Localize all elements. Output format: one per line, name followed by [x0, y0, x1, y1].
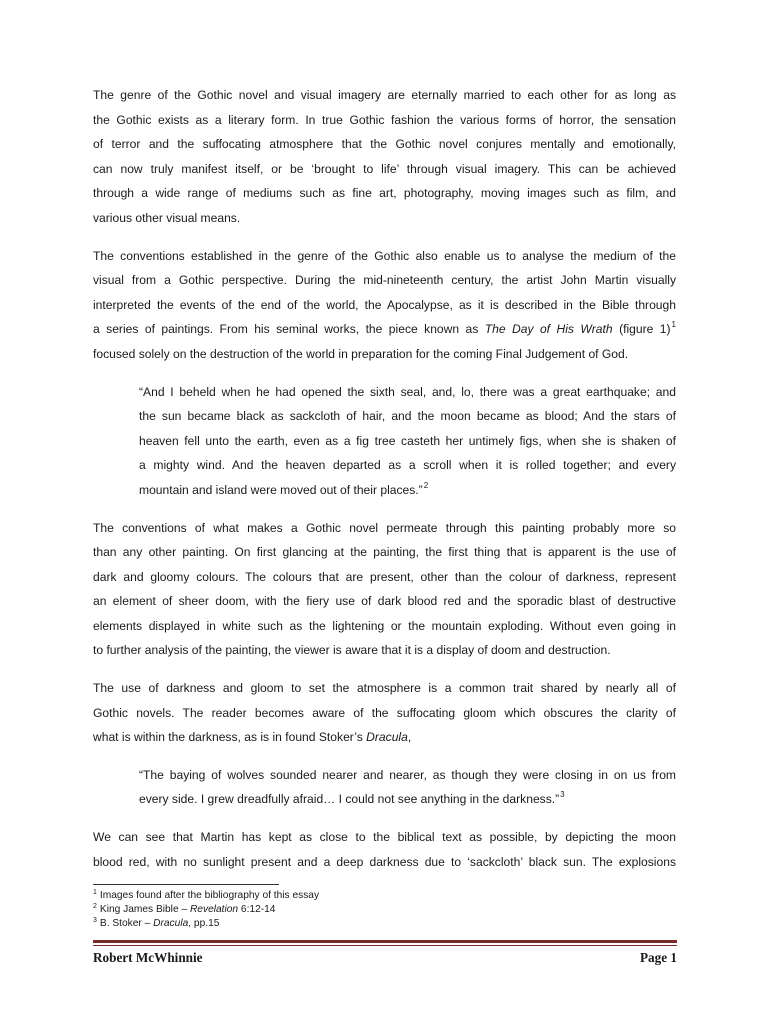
footer-rule-thick	[93, 940, 677, 943]
text-line: an element of sheer doom, with the fiery use of dark blood red and the sporadic blast of destructive	[93, 594, 676, 609]
block-quote-revelation	[139, 380, 676, 503]
text-line: of terror and the suffocating atmosphere that the Gothic novel conjures mentally and emotionally,	[93, 137, 676, 152]
footnote-number: 3	[93, 916, 97, 924]
block-quote-dracula	[139, 763, 676, 812]
text-line: a mighty wind. And the heaven departed as a scroll when it is rolled together; and every	[139, 458, 676, 473]
text-line: “And I beheld when he had opened the sixth seal, and, lo, there was a great earthquake; and	[139, 384, 676, 399]
footnote-1	[93, 889, 493, 903]
footnote-source-title: Revelation	[189, 903, 239, 915]
text-segment: a series of paintings. From his seminal works, the piece known as	[93, 322, 479, 337]
footnote-text: 6:12-14	[238, 903, 276, 915]
text-segment: what is within the darkness, as is in found Stoker’s	[93, 730, 363, 745]
text-line: the Gothic exists as a literary form. In true Gothic fashion the various forms of horror, the sensation	[93, 112, 676, 127]
text-line: blood red, with no sunlight present and a deep darkness due to ‘sackcloth’ black sun. The explosions	[93, 854, 676, 869]
text-line: “The baying of wolves sounded nearer and nearer, as though they were closing in on us from	[139, 767, 676, 782]
text-line	[139, 787, 676, 812]
text-line	[93, 317, 676, 342]
text-line: The conventions established in the genre of the Gothic also enable us to analyse the medium of the	[93, 248, 676, 263]
text-line: Gothic novels. The reader becomes aware of the suffocating gloom which obscures the clarity of	[93, 705, 676, 720]
footnote-text: , pp.15	[188, 917, 220, 929]
text-line: the sun became black as sackcloth of hair, and the moon became as blood; And the stars of	[139, 409, 676, 424]
text-line: elements displayed in white such as the lightening or the mountain exploding. Without even going in	[93, 618, 676, 633]
text-line: to further analysis of the painting, the viewer is aware that it is a display of doom and destruction.	[93, 643, 611, 658]
footer-rule-thin	[93, 945, 677, 946]
text-line	[139, 478, 676, 503]
footnote-number: 1	[93, 889, 97, 896]
footnote-text: B. Stoker –	[99, 917, 154, 929]
text-segment: mountain and island were moved out of their places.”	[139, 482, 423, 497]
text-line: interpreted the events of the end of the world, the Apocalypse, as it is described in the Bible through	[93, 297, 676, 312]
text-line: We can see that Martin has kept as close to the biblical text as possible, by depicting the moon	[93, 830, 676, 845]
text-line: heaven fell unto the earth, even as a fig tree casteth her untimely figs, when she is shaken of	[139, 433, 676, 448]
text-line: focused solely on the destruction of the world in preparation for the coming Final Judgement of God.	[93, 346, 629, 361]
footnote-ref-3[interactable]: 3	[560, 790, 565, 800]
footnote-ref-1[interactable]: 1	[671, 320, 676, 330]
footnote-3	[93, 917, 493, 931]
text-line: can now truly manifest itself, or be ‘brought to life’ through visual imagery. This can be achieved	[93, 161, 676, 176]
text-line: The genre of the Gothic novel and visual imagery are eternally married to each other for as long as	[93, 88, 676, 102]
painting-title: The Day of His Wrath	[484, 322, 613, 337]
text-line: dark and gloomy colours. The colours that are present, other than the colour of darkness, represent	[93, 569, 676, 584]
text-line: The conventions of what makes a Gothic novel permeate through this painting probably more so	[93, 520, 676, 535]
footnote-separator	[93, 884, 279, 885]
paragraph-conventions	[93, 244, 676, 367]
footnote-source-title: Dracula	[153, 917, 189, 929]
book-title: Dracula	[366, 730, 408, 745]
paragraph-biblical-text	[93, 825, 676, 874]
text-line: various other visual means.	[93, 210, 241, 225]
footer-author: Robert McWhinnie	[93, 950, 203, 965]
paragraph-intro	[93, 83, 676, 231]
footnote-text: Images found after the bibliography of this essay	[99, 890, 320, 901]
footnote-text: King James Bible –	[99, 903, 190, 915]
footer-page-number: Page 1	[640, 950, 677, 965]
footnote-ref-2[interactable]: 2	[423, 480, 429, 490]
paragraph-darkness-gloom	[93, 676, 676, 750]
text-segment: (figure 1)	[619, 322, 671, 337]
text-line	[93, 725, 676, 750]
essay-body	[93, 83, 676, 887]
text-segment: every side. I grew dreadfully afraid… I could not see anything in the darkness.”	[139, 792, 560, 807]
footnote-number: 2	[93, 902, 97, 910]
paragraph-painting-analysis	[93, 516, 676, 664]
text-segment: ,	[407, 730, 412, 745]
footnote-2	[93, 903, 493, 917]
text-line: than any other painting. On first glancing at the painting, the first thing that is apparent is the use of	[93, 545, 676, 560]
footnotes	[93, 889, 493, 930]
text-line: visual from a Gothic perspective. During the mid-nineteenth century, the artist John Martin visually	[93, 273, 676, 288]
text-line: The use of darkness and gloom to set the atmosphere is a common trait shared by nearly all of	[93, 681, 676, 696]
text-line: through a wide range of mediums such as fine art, photography, moving images such as film, and	[93, 186, 676, 201]
